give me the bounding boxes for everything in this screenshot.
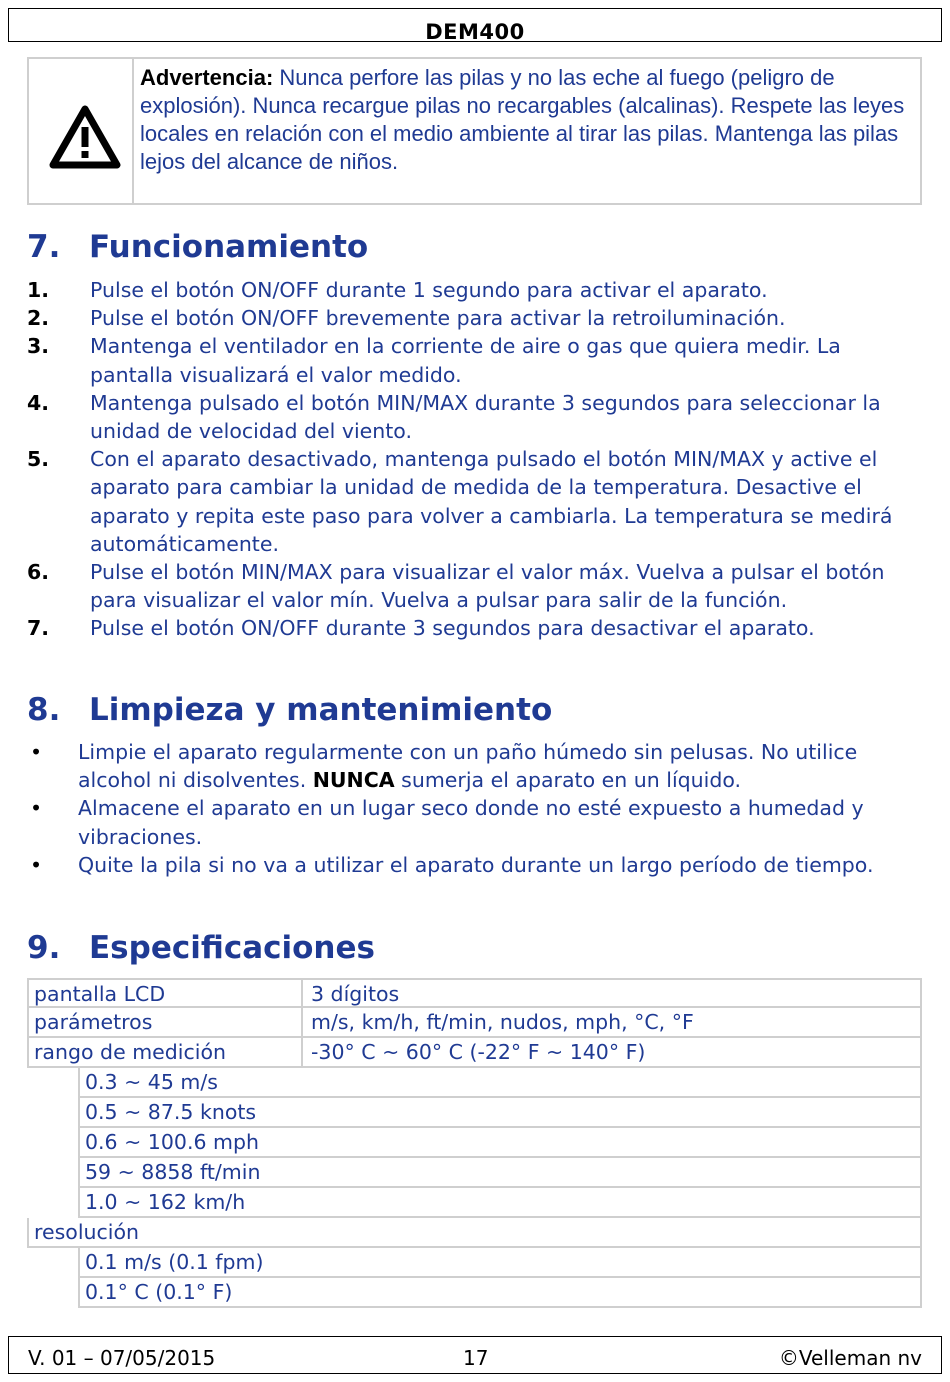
section-9-heading (27, 930, 375, 966)
step-text: Pulse el botón ON/OFF durante 3 segundos para desactivar el aparato. (90, 616, 815, 641)
spec-value: 3 dígitos (301, 978, 922, 1008)
spec-sub-value: 0.1° C (0.1° F) (78, 1278, 922, 1308)
spec-row (27, 978, 922, 1008)
warning-body: Nunca perfore las pilas y no las eche al fuego (peligro de explosión). Nunca recargue pilas no recargables (alcalinas). Respete las leyes locales en relación con el medio ambiente al tirar las pilas. Mantenga las pilas lejos del alcance de niños. (140, 65, 905, 174)
section-8-number: 8. (27, 692, 61, 728)
spec-row (27, 1248, 922, 1278)
page-header (8, 8, 942, 42)
bullet-dot-icon: • (30, 796, 43, 821)
bullet-item (27, 794, 927, 850)
step-text: Mantenga el ventilador en la corriente de aire o gas que quiera medir. La pantalla visualizará el valor medido. (90, 334, 841, 387)
document-title: DEM400 (425, 20, 525, 44)
bullet-item (27, 851, 927, 879)
page-footer (8, 1336, 942, 1374)
step-number: 6. (27, 560, 50, 585)
bullet-text: sumerja el aparato en un líquido. (394, 768, 742, 793)
step-item (27, 558, 927, 614)
section-7-number: 7. (27, 229, 61, 265)
step-number: 5. (27, 447, 50, 472)
spec-row (27, 1098, 922, 1128)
operation-steps (27, 276, 927, 643)
footer-copyright: ©Velleman nv (778, 1346, 922, 1370)
spec-label: pantalla LCD (27, 978, 303, 1008)
spec-row (27, 1068, 922, 1098)
warning-triangle-icon (49, 105, 121, 169)
spec-value: m/s, km/h, ft/min, nudos, mph, °C, °F (301, 1008, 922, 1038)
cleaning-list (27, 738, 927, 879)
spec-row (27, 1008, 922, 1038)
step-number: 3. (27, 334, 50, 359)
spec-row (27, 1158, 922, 1188)
spec-sub-value: 59 ~ 8858 ft/min (78, 1158, 922, 1188)
step-item (27, 614, 927, 642)
section-7-heading (27, 229, 368, 265)
bullet-text: Almacene el aparato en un lugar seco donde no esté expuesto a humedad y vibraciones. (78, 796, 864, 849)
section-9-number: 9. (27, 930, 61, 966)
spec-label: resolución (27, 1218, 922, 1248)
footer-version: V. 01 – 07/05/2015 (28, 1346, 216, 1370)
spec-row (27, 1038, 922, 1068)
step-item (27, 276, 927, 304)
section-9-title: Especificaciones (89, 930, 375, 966)
spec-sub-value: 1.0 ~ 162 km/h (78, 1188, 922, 1218)
warning-text (140, 64, 910, 176)
spec-sub-value: 0.5 ~ 87.5 knots (78, 1098, 922, 1128)
spec-label: rango de medición (27, 1038, 303, 1068)
spec-row (27, 1218, 922, 1248)
step-item (27, 332, 927, 388)
spec-row (27, 1188, 922, 1218)
section-7-title: Funcionamiento (89, 229, 369, 265)
spec-row (27, 1278, 922, 1308)
warning-label: Advertencia: (140, 65, 274, 90)
spec-sub-value: 0.6 ~ 100.6 mph (78, 1128, 922, 1158)
step-number: 7. (27, 616, 50, 641)
warning-icon-cell (29, 59, 134, 203)
bullet-dot-icon: • (30, 740, 43, 764)
step-item (27, 304, 927, 332)
bullet-item (27, 738, 927, 794)
spec-row (27, 1128, 922, 1158)
bullet-dot-icon: • (30, 852, 43, 877)
specifications-table (27, 978, 922, 1308)
step-number: 2. (27, 306, 50, 331)
step-number: 1. (27, 278, 50, 302)
spec-sub-value: 0.1 m/s (0.1 fpm) (78, 1248, 922, 1278)
spec-label: parámetros (27, 1008, 303, 1038)
step-item (27, 445, 927, 558)
step-text: Mantenga pulsado el botón MIN/MAX durante 3 segundos para seleccionar la unidad de velocidad del viento. (90, 390, 881, 444)
spec-sub-value: 0.3 ~ 45 m/s (78, 1068, 922, 1098)
step-item (27, 389, 927, 445)
step-number: 4. (27, 390, 50, 415)
bullet-text: Quite la pila si no va a utilizar el aparato durante un largo período de tiempo. (78, 852, 874, 877)
warning-box (27, 57, 922, 205)
section-8-title: Limpieza y mantenimiento (89, 692, 553, 728)
footer-page-number: 17 (463, 1346, 489, 1370)
section-8-heading (27, 692, 552, 728)
bullet-emphasis: NUNCA (312, 768, 395, 793)
bullet-text: Limpie el aparato regularmente con un paño húmedo sin pelusas. No utilice alcohol ni disolventes. (78, 740, 858, 793)
step-text: Pulse el botón ON/OFF durante 1 segundo para activar el aparato. (90, 278, 768, 302)
step-text: Pulse el botón MIN/MAX para visualizar el valor máx. Vuelva a pulsar el botón para visualizar el valor mín. Vuelva a pulsar para salir de la función. (90, 560, 885, 613)
spec-value: -30° C ~ 60° C (-22° F ~ 140° F) (301, 1038, 922, 1068)
step-text: Con el aparato desactivado, mantenga pulsado el botón MIN/MAX y active el aparato para cambiar la unidad de medida de la temperatura. Desactive el aparato y repita este paso para volver a cambiarla. La temperatura se medirá automáticamente. (90, 447, 893, 556)
step-text: Pulse el botón ON/OFF brevemente para activar la retroiluminación. (90, 306, 786, 331)
